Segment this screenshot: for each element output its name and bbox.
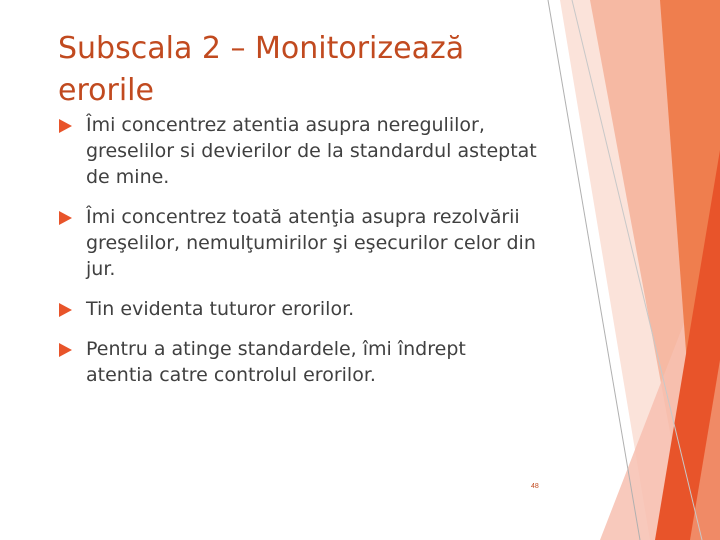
slide-title: Subscala 2 – Monitorizează erorile (58, 31, 465, 108)
bullet-list (58, 112, 538, 402)
bullet-text: Pentru a atinge standardele, îmi îndrept atentia catre controlul erorilor. (86, 338, 466, 386)
triangle-right-icon (58, 303, 72, 317)
bullet-item (58, 112, 538, 190)
triangle-right-icon (58, 119, 72, 133)
bullet-text: Îmi concentrez atentia asupra neregulilor, greselilor si devierilor de la standardul asteptat de mine. (86, 114, 537, 188)
triangle-right-icon (58, 211, 72, 225)
page-number: 48 (531, 483, 539, 490)
triangle-right-icon (58, 343, 72, 357)
bullet-text: Îmi concentrez toată atenţia asupra rezolvării greşelilor, nemulţumirilor şi eşecurilor celor din jur. (86, 206, 536, 280)
bullet-item (58, 204, 538, 282)
bullet-item (58, 296, 538, 322)
bullet-item (58, 336, 538, 388)
bullet-text: Tin evidenta tuturor erorilor. (86, 298, 355, 320)
